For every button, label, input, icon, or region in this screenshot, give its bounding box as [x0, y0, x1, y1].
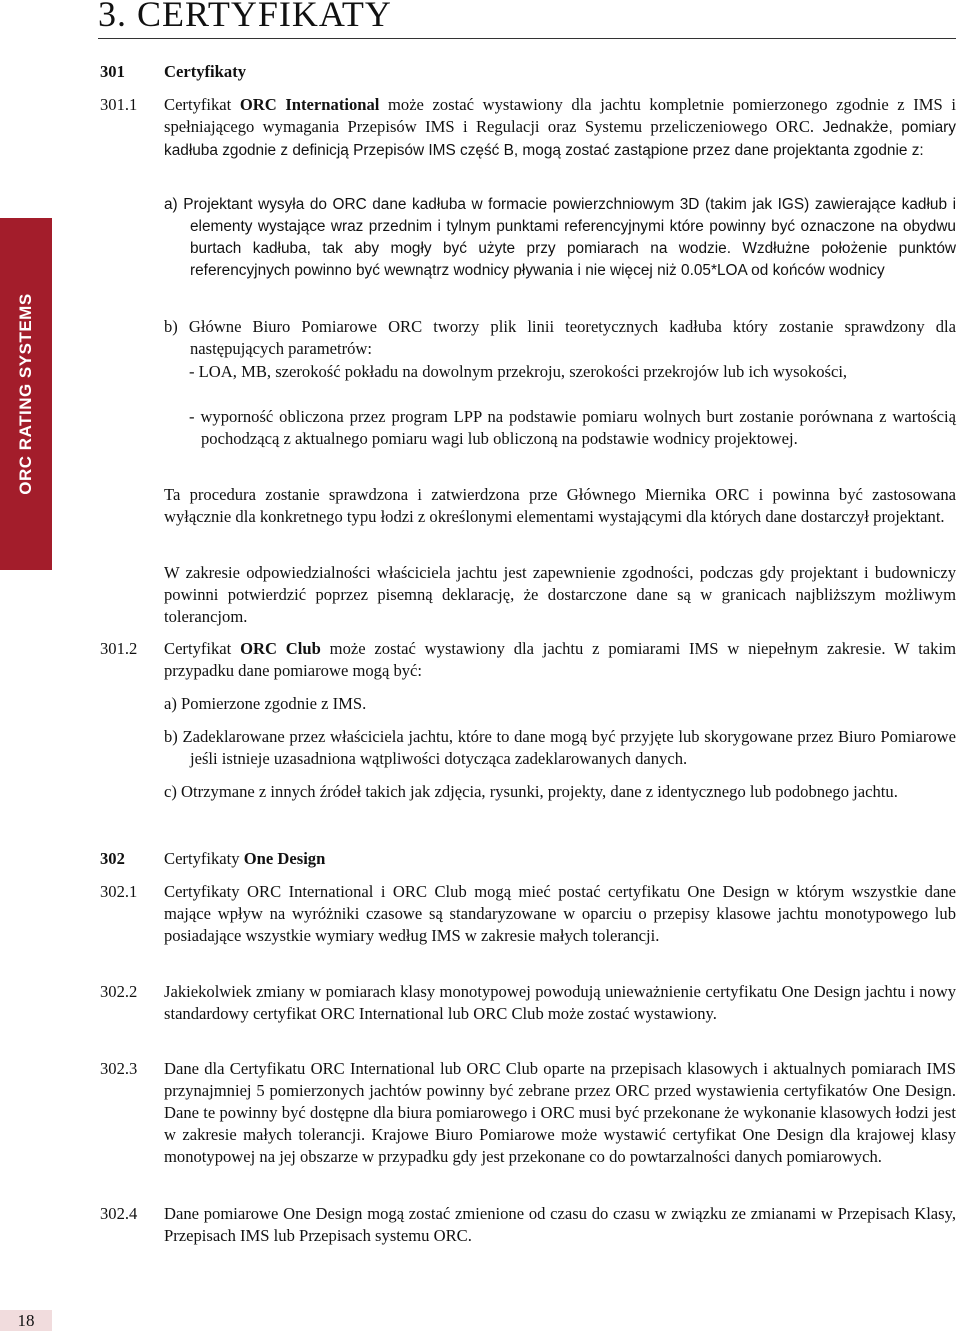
list-item-b: b) Główne Biuro Pomiarowe ORC tworzy plik linii teoretycznych kadłuba który zostanie sprawdzony dla następujących parametrów:: [164, 317, 956, 358]
section-tab-label: ORC RATING SYSTEMS: [16, 293, 35, 495]
section-302-title-pre: Certyfikaty: [164, 849, 244, 868]
section-tab: [0, 218, 52, 570]
section-302-title: [164, 848, 325, 870]
para-301-2-post: może zostać wystawiony dla jachtu z pomiarami IMS w niepełnym zakresie. W takim przypadku dane pomiarowe mogą być:: [164, 639, 956, 680]
para-301-1-post-sans: Jednakże, pomiary kadłuba zgodnie z definicją Przepisów IMS część B, mogą zostać zastąpione przez dane projektanta zgodnie z:: [164, 119, 956, 159]
chapter-rule: [98, 38, 956, 39]
chapter-title: 3. CERTYFIKATY: [98, 0, 392, 34]
section-302-title-bold: One Design: [243, 849, 326, 868]
para-procedure: Ta procedura zostanie sprawdzona i zatwierdzona prze Głównego Miernika ORC i powinna być zastosowana wyłącznie dla konkretnego typu łodzi z określonymi elementami wystającymi dla których dane dostarczył projektant.: [164, 485, 956, 526]
para-302-1-number: 302.1: [100, 882, 138, 901]
left-sidebar: [0, 0, 52, 1331]
para-301-1-number: 301.1: [100, 95, 138, 114]
para-301-2-pre: Certyfikat: [164, 639, 241, 658]
para-301-1: [164, 94, 956, 162]
section-301-number: 301: [100, 62, 125, 81]
para-302-4-number: 302.4: [100, 1204, 138, 1223]
para-302-2-number: 302.2: [100, 982, 138, 1001]
para-responsibility: W zakresie odpowiedzialności właściciela jachtu jest zapewnienie zgodności, podczas gdy projektant i budowniczy powinni potwierdzić poprzez pisemną deklarację, że dostarczone dane są w granicach najbliższym możliwym tolerancjom.: [164, 563, 956, 626]
page-number: 18: [0, 1310, 52, 1331]
para-302-2: Jakiekolwiek zmiany w pomiarach klasy monotypowej powodują unieważnienie certyfikatu One Design jachtu i nowy standardowy certyfikat ORC International lub ORC Club może zostać wystawiony.: [164, 982, 956, 1023]
para-301-2-number: 301.2: [100, 639, 138, 658]
list-item-301-2-a: a) Pomierzone zgodnie z IMS.: [164, 694, 367, 713]
section-301-title: Certyfikaty: [164, 62, 247, 81]
para-301-1-bold: ORC International: [239, 95, 380, 114]
para-301-1-pre: Certyfikat: [164, 95, 240, 114]
para-301-2: [164, 638, 956, 682]
list-item-a: a) Projektant wysyła do ORC dane kadłuba w formacie powierzchniowym 3D (takim jak IGS) zawierające kadłub i elementy wystające wraz przednim i tylnym punktami referencyjnymi które powinny być oznaczone na obydwu burtach kadłuba, tak aby mogły być użyte przy pomiarach na wodzie. Wzdłużne położenie punktów referencyjnych powinno być wewnątrz wodnicy pływania i nie więcej niż 0.05*LOA od końców wodnicy: [164, 196, 956, 279]
para-302-3: Dane dla Certyfikatu ORC International lub ORC Club oparte na przepisach klasowych i aktualnych pomiarach IMS przynajmniej 5 pomierzonych jachtów powinny być zebrane przez ORC przed wystawienia certyfikatów One Design. Dane te powinny być dostępne dla biura pomiarowego i ORC musi być przekonane że wykonanie klasowych łodzi jest w zakresie małych tolerancji. Krajowe Biuro Pomiarowe może wystawić certyfikat One Design dla krajowej klasy monotypowej na jej obszarze w przypadku gdy jest przekonane co do powtarzalności danych pomiarowych.: [164, 1059, 956, 1166]
para-301-1-post: może zostać wystawiony dla jachtu kompletnie pomierzonego zgodnie z IMS i spełniającego wymagania Przepisów IMS i Regulacji oraz Systemu przeliczeniowego ORC.: [164, 95, 956, 136]
para-302-4: Dane pomiarowe One Design mogą zostać zmienione od czasu do czasu w związku ze zmianami w Przepisach Klasy, Przepisach IMS lub Przepisach systemu ORC.: [164, 1204, 956, 1245]
dash-item-1: - LOA, MB, szerokość pokładu na dowolnym przekroju, szerokości przekrojów lub ich wysokości,: [189, 362, 848, 381]
para-302-1: Certyfikaty ORC International i ORC Club mogą mieć postać certyfikatu One Design w którym wszystkie dane mające wpływ na wyróżniki czasowe są standaryzowane w oparciu o przepisy klasowe jachtu monotypowego lub posiadające wszystkie wymiary według IMS w zakresie małych tolerancji.: [164, 882, 956, 945]
section-302-number: 302: [100, 849, 125, 868]
dash-item-2: - wyporność obliczona przez program LPP na podstawie pomiaru wolnych burt zostanie porównana z wartością pochodzącą z aktualnego pomiaru wagi lub obliczoną na podstawie wodnicy projektowej.: [189, 407, 956, 448]
para-301-2-bold: ORC Club: [240, 639, 321, 658]
list-item-301-2-b: b) Zadeklarowane przez właściciela jachtu, które to dane mogą być przyjęte lub skorygowane przez Biuro Pomiarowe jeśli istnieje uzasadniona wątpliwości dotycząca zadeklarowanych danych.: [164, 727, 956, 768]
list-item-301-2-c: c) Otrzymane z innych źródeł takich jak zdjęcia, rysunki, projekty, dane z identycznego lub podobnego jachtu.: [164, 782, 898, 801]
para-302-3-number: 302.3: [100, 1059, 138, 1078]
